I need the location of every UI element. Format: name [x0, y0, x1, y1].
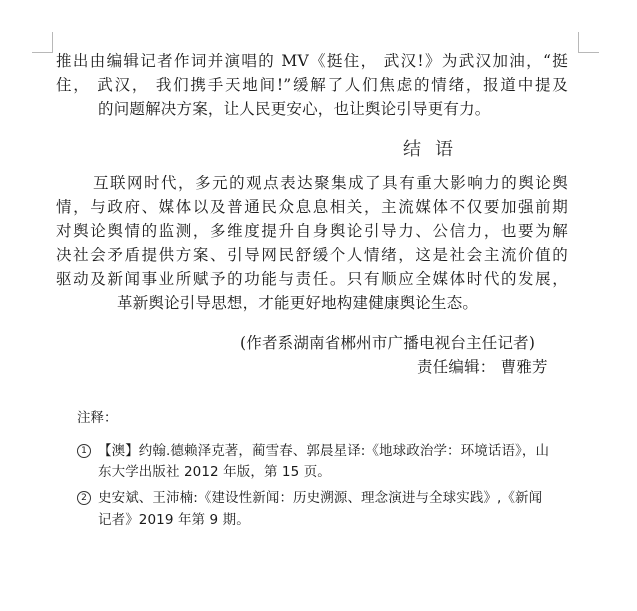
notes-title: 注释： [77, 410, 118, 426]
note-marker-1: 1 [77, 444, 91, 458]
para2-line-6: 革新舆论引导思想，才能更好地构建健康舆论生态。 [117, 294, 479, 312]
para2-line-1: 互联网时代，多元的观点表达聚集成了具有重大影响力的舆论舆 [93, 174, 568, 192]
para2-line-5: 驱动及新闻事业所赋予的功能与责任。只有顺应全媒体时代的发展， [56, 270, 568, 288]
author-note: (作者系湖南省郴州市广播电视台主任记者) [240, 334, 536, 352]
crop-mark-top-right [578, 32, 599, 53]
para1-line-1: 推出由编辑记者作词并演唱的 MV《挺住， 武汉!》为武汉加油，“挺 [56, 52, 568, 70]
note-2-line-2: 记者》2019 年第 9 期。 [98, 512, 250, 528]
para2-line-4: 决社会矛盾提供方案、引导网民舒缓个人情绪，这是社会主流价值的 [56, 246, 568, 264]
note-1-line-1: 【澳】约翰.德赖泽克著，蔺雪春、郭晨星译:《地球政治学：环境话语》，山 [98, 443, 550, 459]
conclusion-heading: 结语 [403, 139, 467, 160]
para2-line-2: 情，与政府、媒体以及普通民众息息相关，主流媒体不仅要加强前期 [56, 198, 568, 216]
para1-line-3: 的问题解决方案，让人民更安心，也让舆论引导更有力。 [98, 100, 491, 118]
note-1-line-2: 东大学出版社 2012 年版，第 15 页。 [98, 464, 331, 480]
para1-line-2: 住， 武汉， 我们携手天地间!”缓解了人们焦虑的情绪，报道中提及 [56, 76, 568, 94]
note-2-line-1: 史安斌、王沛楠:《建设性新闻：历史溯源、理念演进与全球实践》,《新闻 [98, 490, 543, 506]
editor-line: 责任编辑： 曹雅芳 [417, 358, 548, 376]
crop-mark-top-left [32, 32, 53, 53]
note-marker-2: 2 [77, 491, 91, 505]
para2-line-3: 对舆论舆情的监测，多维度提升自身舆论引导力、公信力，也要为解 [56, 222, 568, 240]
